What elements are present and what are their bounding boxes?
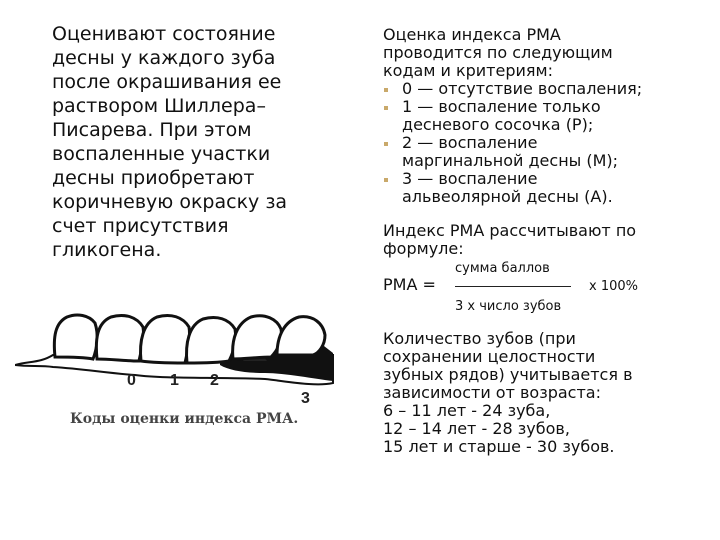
age-line: 6 – 11 лет - 24 зуба, [383,401,551,420]
intro-line: кодам и критериям: [383,61,553,80]
left-line: раствором Шиллера– [52,95,266,117]
teeth-figure [15,295,348,440]
intro-line: Оценка индекса РМА [383,25,561,44]
left-line: коричневую окраску за [52,191,288,213]
left-line: гликогена. [52,239,162,261]
right-column [383,26,713,456]
formula-intro: Индекс РМА рассчитывают по [383,221,637,240]
left-line: после окрашивания ее [52,71,282,93]
criterion-2: 2 — воспаление [383,134,713,152]
code-label-3: 3 [301,390,310,407]
criterion-3-cont: альвеолярной десны (А). [402,187,613,206]
criterion-1-cont: десневого сосочка (Р); [402,115,594,134]
formula-lhs: РМА = [383,275,436,294]
code-label-0: 0 [127,372,136,389]
intro-line: проводится по следующим [383,43,613,62]
age-line: 12 – 14 лет - 28 зубов, [383,419,570,438]
code-label-1: 1 [170,372,179,389]
figure-caption: Коды оценки индекса РМА. [70,411,299,427]
code-label-2: 2 [210,372,219,389]
age-line: Количество зубов (при [383,329,576,348]
pma-formula [383,260,713,316]
left-line: воспаленные участки [52,143,271,165]
criterion-0: 0 — отсутствие воспаления; [383,80,713,98]
age-line: зубных рядов) учитывается в [383,365,633,384]
formula-numerator: сумма баллов [455,261,550,276]
left-line: счет присутствия [52,215,229,237]
age-line: сохранении целостности [383,347,596,366]
criterion-2-cont: маргинальной десны (М); [402,151,619,170]
criterion-1: 1 — воспаление только [383,98,713,116]
left-paragraph [52,22,352,262]
formula-intro: формуле: [383,239,464,258]
criterion-3: 3 — воспаление [383,170,713,188]
left-line: десны у каждого зуба [52,47,276,69]
left-line: Писарева. При этом [52,119,252,141]
age-line: зависимости от возраста: [383,383,601,402]
fraction-bar [455,286,571,287]
age-line: 15 лет и старше - 30 зубов. [383,437,615,456]
left-line: десны приобретают [52,167,255,189]
formula-multiplier: х 100% [589,279,638,294]
formula-denominator: 3 х число зубов [455,299,562,314]
left-line: Оценивают состояние [52,23,276,45]
